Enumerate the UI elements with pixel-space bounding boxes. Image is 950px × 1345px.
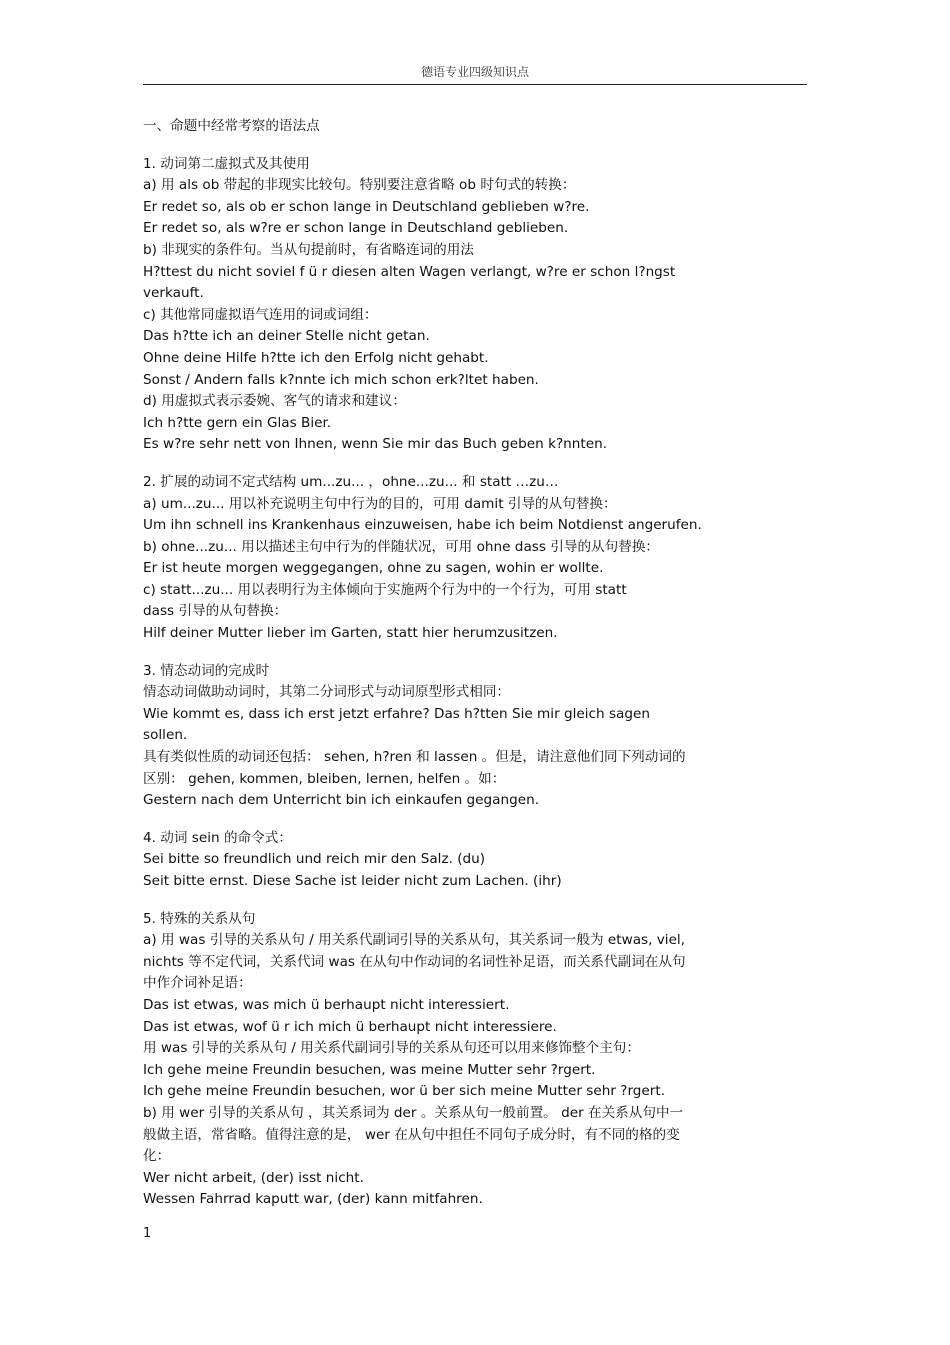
spacer — [143, 893, 793, 909]
text-line: c) 其他常同虚拟语气连用的词或词组： — [143, 306, 378, 323]
text-line: d) 用虚拟式表示委婉、客气的请求和建议： — [143, 393, 406, 410]
text-line: Sonst / Andern falls k?nnte ich mich schon erk?ltet haben. — [143, 371, 539, 388]
text-line: Wessen Fahrrad kaputt war, (der) kann mitfahren. — [143, 1191, 483, 1208]
text-line: a) um...zu... 用以补充说明主句中行为的目的，可用 damit 引导的从句替换： — [143, 495, 617, 512]
spacer — [143, 138, 793, 154]
text-line: 用 was 引导的关系从句 / 用关系代副词引导的关系从句还可以用来修饰整个主句： — [143, 1040, 640, 1057]
text-line: nichts 等不定代词，关系代词 was 在从句中作动词的名词性补足语，而关系代副词在从句 — [143, 953, 686, 970]
text-line: Wie kommt es, dass ich erst jetzt erfahre? Das h?tten Sie mir gleich sagen — [143, 705, 650, 722]
text-line: Es w?re sehr nett von Ihnen, wenn Sie mir das Buch geben k?nnten. — [143, 436, 608, 453]
text-line: 中作介词补足语： — [143, 975, 252, 992]
text-line: Er ist heute morgen weggegangen, ohne zu sagen, wohin er wollte. — [143, 560, 604, 577]
document-body — [143, 116, 793, 1211]
heading-3: 3. 情态动词的完成时 — [143, 662, 270, 679]
spacer — [143, 645, 793, 661]
text-line: 区别： gehen, kommen, bleiben, lernen, helfen 。如： — [143, 770, 506, 787]
heading-4: 4. 动词 sein 的命令式： — [143, 829, 292, 846]
spacer — [143, 456, 793, 472]
text-line: a) 用 als ob 带起的非现实比较句。特别要注意省略 ob 时句式的转换： — [143, 177, 576, 194]
text-line: b) ohne...zu... 用以描述主句中行为的伴随状况，可用 ohne dass 引导的从句替换： — [143, 538, 660, 555]
text-line: 般做主语，常省略。值得注意的是， wer 在从句中担任不同句子成分时，有不同的格的变 — [143, 1126, 680, 1143]
text-line: Sei bitte so freundlich und reich mir den Salz. (du) — [143, 851, 486, 868]
text-line: 情态动词做助动词时，其第二分词形式与动词原型形式相同： — [143, 684, 511, 701]
text-line: H?ttest du nicht soviel f ü r diesen alten Wagen verlangt, w?re er schon l?ngst — [143, 263, 676, 280]
text-line: Seit bitte ernst. Diese Sache ist leider nicht zum Lachen. (ihr) — [143, 873, 562, 889]
text-line: dass 引导的从句替换： — [143, 603, 288, 620]
text-line: a) 用 was 引导的关系从句 / 用关系代副词引导的关系从句，其关系词一般为 etwas, viel, — [143, 932, 686, 949]
text-line: b) 用 wer 引导的关系从句 ，其关系词为 der 。关系从句一般前置。 der 在关系从句中一 — [143, 1104, 684, 1121]
header-divider — [143, 84, 807, 85]
header-title: 德语专业四级知识点 — [420, 65, 529, 79]
text-line: Gestern nach dem Unterricht bin ich einkaufen gegangen. — [143, 792, 540, 809]
text-line: Ohne deine Hilfe h?tte ich den Erfolg nicht gehabt. — [143, 349, 489, 366]
text-line: 化： — [143, 1148, 171, 1165]
section-title: 一、命题中经常考察的语法点 — [143, 118, 320, 134]
text-line: Hilf deiner Mutter lieber im Garten, statt hier herumzusitzen. — [143, 625, 558, 642]
text-line: verkauft. — [143, 285, 204, 302]
text-line: sollen. — [143, 727, 188, 744]
spacer — [143, 812, 793, 828]
heading-2: 2. 扩展的动词不定式结构 um...zu... ，ohne...zu... 和 statt …zu… — [143, 473, 559, 490]
text-line: Er redet so, als ob er schon lange in Deutschland geblieben w?re. — [143, 198, 590, 215]
text-line: Das h?tte ich an deiner Stelle nicht getan. — [143, 328, 430, 345]
text-line: Ich gehe meine Freundin besuchen, was meine Mutter sehr ?rgert. — [143, 1061, 596, 1078]
text-line: b) 非现实的条件句。当从句提前时，有省略连词的用法 — [143, 241, 474, 258]
text-line: c) statt...zu... 用以表明行为主体倾向于实施两个行为中的一个行为，可用 statt — [143, 581, 627, 598]
heading-1: 1. 动词第二虚拟式及其使用 — [143, 155, 310, 172]
text-line: Ich h?tte gern ein Glas Bier. — [143, 414, 332, 431]
text-line: Das ist etwas, wof ü r ich mich ü berhaupt nicht interessiere. — [143, 1018, 557, 1035]
text-line: Wer nicht arbeit, (der) isst nicht. — [143, 1169, 364, 1186]
text-line: 具有类似性质的动词还包括： sehen, h?ren 和 lassen 。但是，请注意他们同下列动词的 — [143, 749, 686, 766]
text-line: Das ist etwas, was mich ü berhaupt nicht interessiert. — [143, 996, 510, 1013]
heading-5: 5. 特殊的关系从句 — [143, 910, 256, 927]
text-line: Um ihn schnell ins Krankenhaus einzuweisen, habe ich beim Notdienst angerufen. — [143, 517, 702, 534]
text-line: Ich gehe meine Freundin besuchen, wor ü ber sich meine Mutter sehr ?rgert. — [143, 1083, 666, 1100]
text-line: Er redet so, als w?re er schon lange in Deutschland geblieben. — [143, 220, 569, 237]
page-number: 1 — [143, 1226, 152, 1241]
